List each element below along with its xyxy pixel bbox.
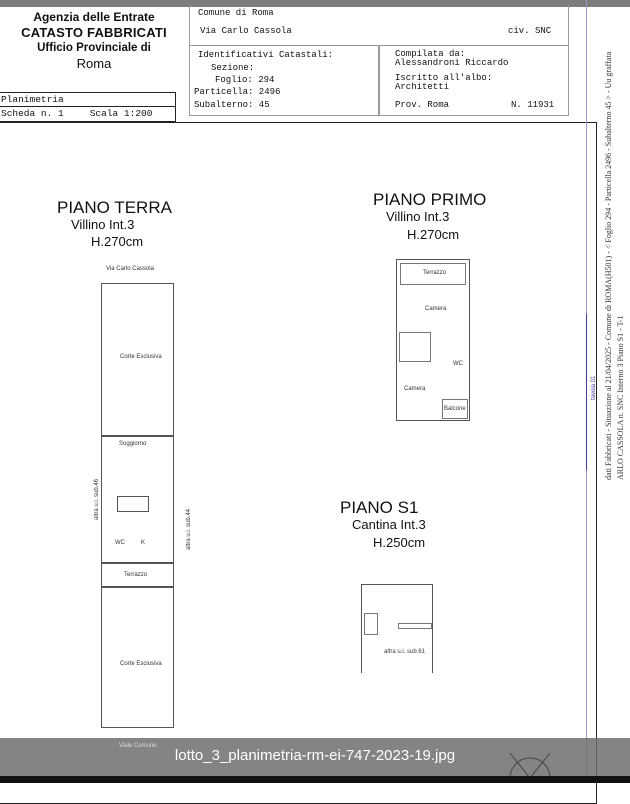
compiler-name: Alessandroni Riccardo [395, 58, 509, 68]
address: Via Carlo Cassola [200, 26, 292, 36]
floor-subtitle-primo: Villino Int.3 [386, 209, 450, 224]
particella: Particella: 2496 [194, 87, 281, 97]
cadastral-footer-text: dati Fabbricati - Situazione al 21/04/2025 - Comune di ROMA(H501) - < Foglio 294 - Particella 2496 - Subalterno 45 > - Uu graffata ARLO CASSOLA n. SNC Interno 3 Piano S1 - T-1 [604, 51, 625, 480]
floor-subtitle-terra: Villino Int.3 [71, 217, 135, 232]
foglio: Foglio: 294 [215, 75, 275, 85]
scale: Scala 1:200 [89, 108, 153, 119]
registry-name: CATASTO FABBRICATI [21, 25, 167, 40]
label-sub44: altra u.i. sub.44 [186, 508, 192, 550]
wall-s1 [398, 623, 432, 629]
civic-number: civ. SNC [508, 26, 552, 36]
stairs-s1 [364, 613, 378, 635]
comune: Comune di Roma [198, 8, 274, 18]
floor-subtitle-s1: Cantina Int.3 [352, 517, 426, 532]
room-terrazzo: Terrazzo [101, 562, 174, 588]
label-sub46: altra u.i. sub.46 [94, 478, 100, 520]
floor-title-s1: PIANO S1 [340, 498, 419, 517]
floor-title-primo: PIANO PRIMO [373, 190, 487, 209]
measure-line [586, 314, 587, 470]
document-type-box [0, 92, 176, 122]
province: Prov. Roma [395, 100, 450, 110]
address-box [189, 5, 569, 46]
image-filename: lotto_3_planimetria-rm-ei-747-2023-19.jpg [174, 747, 456, 764]
watermark-logo-icon [500, 748, 560, 778]
room-balcone: Balcone [442, 399, 468, 419]
compiler-label: Compilata da: [395, 49, 466, 59]
floor-height-terra: H.270cm [91, 234, 144, 249]
albo-label: Iscritto all'albo: [395, 73, 493, 83]
measure-label: tavola 01 [591, 375, 597, 400]
office-name: Ufficio Provinciale di [37, 42, 151, 54]
room-soggiorno: Soggiorno WC K [101, 435, 174, 564]
identifiers-title: Identificativi Catastali: [198, 50, 334, 60]
room-terrazzo-primo: Terrazzo [400, 263, 466, 285]
floor-plan-primo: Terrazzo Camera WC Camera Balcone [396, 259, 470, 421]
cadastral-identifiers [189, 45, 380, 116]
street-bottom: Viale Comune [119, 743, 157, 749]
subalterno: Subalterno: 45 [194, 100, 270, 110]
albo: Architetti [395, 82, 450, 92]
office-city: Roma [76, 56, 112, 71]
registration-number: N. 11931 [511, 100, 555, 110]
floor-height-s1: H.250cm [373, 535, 426, 550]
stairs-primo [399, 332, 431, 362]
compiler-box [378, 45, 569, 116]
floor-height-primo: H.270cm [407, 227, 460, 242]
viewer-bottom-bar [0, 776, 630, 783]
room-corte-top: Corte Esclusiva [101, 283, 174, 437]
sezione: Sezione: [211, 63, 255, 73]
image-caption-bar [0, 738, 630, 776]
doc-type: Planimetria [0, 93, 175, 107]
agency-header [0, 7, 188, 92]
street-top: Via Carlo Cassola [106, 266, 154, 272]
agency-name: Agenzia delle Entrate [33, 10, 155, 24]
floor-plan-s1: altra u.i. sub.61 [361, 584, 433, 673]
stairs [117, 496, 149, 512]
floor-title-terra: PIANO TERRA [57, 198, 172, 217]
room-corte-bottom: Corte Esclusiva [101, 586, 174, 728]
sheet-number: Scheda n. 1 [1, 108, 64, 119]
